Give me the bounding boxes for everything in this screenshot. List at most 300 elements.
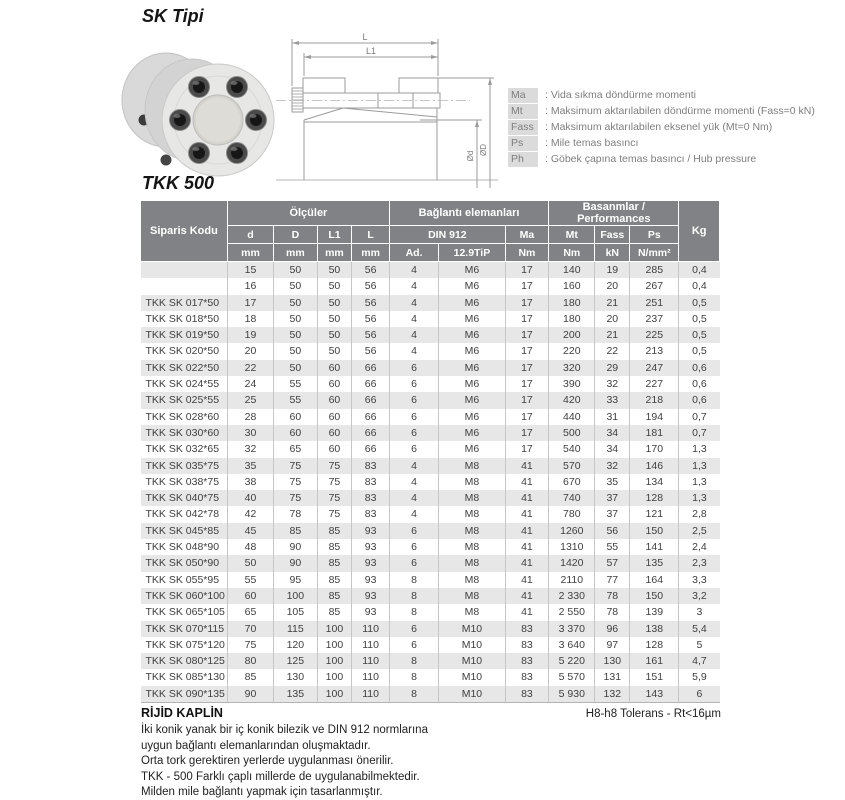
cell-ps: 134	[630, 474, 679, 490]
cell-ad: 8	[389, 653, 438, 669]
header-ps: Ps	[630, 226, 679, 244]
cell-kg: 2,4	[692, 541, 707, 554]
cell-L: 56	[352, 343, 390, 359]
cell-d: 24	[227, 376, 273, 392]
cell-L: 56	[352, 278, 390, 294]
cell-tip: M6	[439, 425, 506, 441]
cell-mt: 1310	[549, 539, 595, 555]
cell-L: 93	[352, 588, 390, 604]
cell-fass: 20	[595, 311, 630, 327]
cell-ad: 4	[389, 311, 438, 327]
cell-fass: 132	[595, 686, 630, 703]
tolerance-note: H8-h8 Tolerans - Rt<16µm	[585, 708, 721, 720]
drawing-label-OD: ØD	[479, 144, 488, 156]
cell-ad: 6	[389, 392, 438, 408]
footer-line: uygun bağlantı elemanlarından oluşmaktadır.	[141, 739, 371, 752]
cell-ad: 4	[389, 506, 438, 522]
cell-code: TKK SK 022*50	[141, 360, 228, 376]
table-row	[141, 474, 720, 490]
table-row	[141, 278, 720, 294]
cell-tip: M6	[439, 441, 506, 457]
cell-L1: 50	[317, 311, 352, 327]
cell-fass: 32	[595, 458, 630, 474]
table-row	[141, 686, 720, 703]
cell-mt: 540	[549, 441, 595, 457]
cell-D: 115	[274, 621, 317, 637]
cell-L1: 85	[317, 523, 352, 539]
cell-tip: M10	[439, 686, 506, 703]
cell-D: 50	[274, 295, 317, 311]
spec-table-header	[141, 201, 720, 262]
cell-ma: 17	[505, 327, 548, 343]
cell-L: 83	[352, 474, 390, 490]
cell-mt: 570	[549, 458, 595, 474]
cell-d: 42	[227, 506, 273, 522]
footer-line: İki konik yanak bir iç konik bilezik ve DIN 912 normlarına	[141, 724, 428, 736]
cell-ad: 8	[389, 588, 438, 604]
cell-code: TKK SK 030*60	[141, 425, 228, 441]
cell-fass: 33	[595, 392, 630, 408]
cell-ma: 41	[505, 474, 548, 490]
cell-ps: 164	[630, 572, 679, 588]
cell-L: 93	[352, 572, 390, 588]
cell-kg: 1,3	[692, 492, 707, 505]
legend-key: Mt	[508, 104, 538, 119]
photo-center-disc-face	[196, 98, 241, 143]
cell-L: 56	[352, 311, 390, 327]
cell-kg: 0,7	[692, 426, 707, 439]
cell-ps: 138	[630, 621, 679, 637]
cell-fass: 35	[595, 474, 630, 490]
header-D: D	[274, 226, 317, 244]
cell-L1: 100	[317, 653, 352, 669]
header-weight: Kg	[679, 201, 720, 262]
cell-d: 19	[227, 327, 273, 343]
cell-d: 75	[227, 637, 273, 653]
footer-line: Orta tork gerektiren yerlerde uygulanması önerilir.	[141, 755, 394, 767]
cell-mt: 140	[549, 262, 595, 279]
legend-desc: : Maksimum aktarılabilen eksenel yük (Mt=0 Nm)	[545, 121, 773, 133]
cell-ps: 139	[630, 604, 679, 620]
table-row	[141, 409, 720, 425]
cell-L1: 85	[317, 539, 352, 555]
cell-fass: 78	[595, 604, 630, 620]
legend-desc: : Maksimum aktarılabilen döndürme momenti (Fass=0 kN)	[545, 105, 815, 117]
cell-ps: 135	[630, 555, 679, 571]
footer-heading: RİJİD KAPLİN	[141, 706, 223, 720]
cell-tip: M8	[439, 523, 506, 539]
cell-mt: 5 570	[549, 669, 595, 685]
cell-fass: 77	[595, 572, 630, 588]
cell-L1: 75	[317, 490, 352, 506]
cell-kg: 1,3	[692, 459, 707, 472]
header-din: DIN 912	[389, 226, 505, 244]
cell-fass: 78	[595, 588, 630, 604]
cell-mt: 5 220	[549, 653, 595, 669]
cell-mt: 320	[549, 360, 595, 376]
cell-L1: 85	[317, 588, 352, 604]
cell-mt: 780	[549, 506, 595, 522]
cell-D: 50	[274, 262, 317, 279]
cell-mt: 180	[549, 295, 595, 311]
cell-ma: 83	[505, 637, 548, 653]
photo-back-bolt	[161, 155, 172, 166]
cell-ma: 17	[505, 278, 548, 294]
cell-code: TKK SK 090*135	[141, 686, 228, 703]
cell-D: 75	[274, 458, 317, 474]
cell-mt: 420	[549, 392, 595, 408]
cell-d: 30	[227, 425, 273, 441]
cell-tip: M8	[439, 506, 506, 522]
cell-code: TKK SK 045*85	[141, 523, 228, 539]
cell-kg: 1,3	[692, 475, 707, 488]
cell-d: 25	[227, 392, 273, 408]
table-row	[141, 392, 720, 408]
cell-fass: 37	[595, 490, 630, 506]
cell-ad: 4	[389, 458, 438, 474]
unit-mm: mm	[227, 244, 273, 262]
cell-ps: 150	[630, 523, 679, 539]
cell-code: TKK SK 070*115	[141, 621, 228, 637]
unit-nmm2: N/mm²	[630, 244, 679, 262]
cell-ad: 6	[389, 376, 438, 392]
cell-ma: 41	[505, 490, 548, 506]
cell-fass: 131	[595, 669, 630, 685]
cell-L: 66	[352, 376, 390, 392]
cell-D: 60	[274, 409, 317, 425]
cell-ps: 121	[630, 506, 679, 522]
cell-ma: 83	[505, 669, 548, 685]
cell-code: TKK SK 050*90	[141, 555, 228, 571]
cell-L1: 100	[317, 621, 352, 637]
cell-kg: 0,7	[692, 410, 707, 423]
cell-d: 60	[227, 588, 273, 604]
cell-mt: 3 370	[549, 621, 595, 637]
legend-key: Ma	[508, 88, 538, 103]
cell-D: 50	[274, 327, 317, 343]
table-row	[141, 572, 720, 588]
cell-L: 83	[352, 458, 390, 474]
drawing-label-L1: L1	[365, 46, 377, 56]
cell-code: TKK SK 028*60	[141, 409, 228, 425]
cell-d: 18	[227, 311, 273, 327]
cell-mt: 740	[549, 490, 595, 506]
cell-tip: M8	[439, 604, 506, 620]
header-performance-group: Basanmlar / Performances	[549, 201, 679, 226]
cell-tip: M8	[439, 588, 506, 604]
cell-ps: 285	[630, 262, 679, 279]
cell-ad: 4	[389, 278, 438, 294]
legend-key: Ph	[508, 152, 538, 167]
cell-L: 66	[352, 425, 390, 441]
model-title: TKK 500	[142, 173, 215, 193]
cell-L1: 60	[317, 441, 352, 457]
cell-ps: 143	[630, 686, 679, 703]
cell-tip: M6	[439, 311, 506, 327]
cell-ma: 17	[505, 360, 548, 376]
cell-ps: 141	[630, 539, 679, 555]
cell-mt: 1420	[549, 555, 595, 571]
cell-d: 35	[227, 458, 273, 474]
cell-d: 16	[227, 278, 273, 294]
cell-tip: M8	[439, 539, 506, 555]
spec-table	[140, 200, 720, 703]
cell-ps: 151	[630, 669, 679, 685]
screw-knurling	[292, 91, 303, 109]
cell-d: 20	[227, 343, 273, 359]
table-row	[141, 343, 720, 359]
cell-code: TKK SK 060*100	[141, 588, 228, 604]
cell-ma: 17	[505, 376, 548, 392]
cell-D: 130	[274, 669, 317, 685]
cell-D: 78	[274, 506, 317, 522]
cell-D: 95	[274, 572, 317, 588]
cell-code: TKK SK 042*78	[141, 506, 228, 522]
cell-ma: 41	[505, 588, 548, 604]
cell-d: 80	[227, 653, 273, 669]
cell-tip: M6	[439, 409, 506, 425]
cell-fass: 20	[595, 278, 630, 294]
cell-ps: 146	[630, 458, 679, 474]
header-ma: Ma	[505, 226, 548, 244]
cell-ma: 17	[505, 409, 548, 425]
cell-ad: 4	[389, 295, 438, 311]
cell-code: TKK SK 040*75	[141, 490, 228, 506]
cell-ps: 181	[630, 425, 679, 441]
cell-fass: 34	[595, 425, 630, 441]
cell-code: TKK SK 038*75	[141, 474, 228, 490]
cell-ad: 6	[389, 441, 438, 457]
cell-D: 50	[274, 360, 317, 376]
cell-L1: 85	[317, 572, 352, 588]
cell-L1: 50	[317, 327, 352, 343]
cell-d: 70	[227, 621, 273, 637]
cell-L: 83	[352, 490, 390, 506]
cell-mt: 390	[549, 376, 595, 392]
cell-fass: 29	[595, 360, 630, 376]
cell-mt: 160	[549, 278, 595, 294]
cell-ps: 128	[630, 490, 679, 506]
cell-L: 56	[352, 262, 390, 279]
cell-L1: 50	[317, 262, 352, 279]
cell-L: 56	[352, 295, 390, 311]
cell-L: 110	[352, 653, 390, 669]
cell-ps: 267	[630, 278, 679, 294]
legend-row	[508, 88, 843, 103]
cell-code: TKK SK 035*75	[141, 458, 228, 474]
cell-L: 110	[352, 686, 390, 703]
cell-D: 120	[274, 637, 317, 653]
table-row	[141, 376, 720, 392]
cell-mt: 2 550	[549, 604, 595, 620]
cell-mt: 2 330	[549, 588, 595, 604]
cell-code: TKK SK 032*65	[141, 441, 228, 457]
legend-row	[508, 120, 843, 135]
cell-L1: 85	[317, 604, 352, 620]
cell-ad: 6	[389, 360, 438, 376]
cell-L1: 50	[317, 295, 352, 311]
cell-ad: 8	[389, 572, 438, 588]
cell-ad: 4	[389, 343, 438, 359]
cell-tip: M8	[439, 490, 506, 506]
cell-tip: M8	[439, 555, 506, 571]
cell-tip: M6	[439, 278, 506, 294]
cell-code: TKK SK 065*105	[141, 604, 228, 620]
cell-kg: 3	[696, 606, 703, 619]
cell-L1: 75	[317, 506, 352, 522]
cell-tip: M6	[439, 295, 506, 311]
cell-fass: 31	[595, 409, 630, 425]
cell-tip: M6	[439, 376, 506, 392]
cell-ma: 17	[505, 441, 548, 457]
cell-L: 93	[352, 539, 390, 555]
cell-fass: 22	[595, 343, 630, 359]
cell-ad: 4	[389, 327, 438, 343]
cell-fass: 21	[595, 327, 630, 343]
legend-row	[508, 104, 843, 119]
cell-ad: 4	[389, 474, 438, 490]
cell-ma: 41	[505, 523, 548, 539]
cell-kg: 5,4	[692, 622, 707, 635]
cell-D: 105	[274, 604, 317, 620]
cell-L: 93	[352, 604, 390, 620]
cell-ma: 41	[505, 572, 548, 588]
cell-ad: 6	[389, 409, 438, 425]
cell-D: 135	[274, 686, 317, 703]
cell-code: TKK SK 017*50	[141, 295, 228, 311]
cell-L1: 50	[317, 343, 352, 359]
cell-fass: 34	[595, 441, 630, 457]
technical-drawing	[270, 28, 510, 200]
cell-L: 66	[352, 360, 390, 376]
cell-fass: 96	[595, 621, 630, 637]
unit-nm: Nm	[505, 244, 548, 262]
table-row	[141, 360, 720, 376]
cell-fass: 57	[595, 555, 630, 571]
table-row	[141, 604, 720, 620]
cell-tip: M10	[439, 653, 506, 669]
cell-L: 110	[352, 621, 390, 637]
cell-L: 66	[352, 392, 390, 408]
legend-desc: : Göbek çapına temas basıncı / Hub pressure	[545, 153, 757, 165]
cell-L1: 100	[317, 669, 352, 685]
table-row	[141, 555, 720, 571]
unit-count: Ad.	[389, 244, 438, 262]
cell-code: TKK SK 080*125	[141, 653, 228, 669]
cell-ps: 247	[630, 360, 679, 376]
cell-mt: 180	[549, 311, 595, 327]
cell-ma: 41	[505, 604, 548, 620]
cell-ps: 170	[630, 441, 679, 457]
cell-L1: 100	[317, 637, 352, 653]
cell-ma: 17	[505, 262, 548, 279]
cell-kg: 0,5	[692, 329, 707, 342]
cell-tip: M6	[439, 360, 506, 376]
cell-mt: 1260	[549, 523, 595, 539]
cell-ma: 41	[505, 555, 548, 571]
cell-tip: M8	[439, 458, 506, 474]
cell-code: TKK SK 020*50	[141, 343, 228, 359]
cell-D: 65	[274, 441, 317, 457]
header-L: L	[352, 226, 390, 244]
cell-ps: 161	[630, 653, 679, 669]
cell-code: TKK SK 019*50	[141, 327, 228, 343]
cell-ps: 251	[630, 295, 679, 311]
cell-d: 28	[227, 409, 273, 425]
cell-kg: 0,6	[692, 394, 707, 407]
cell-mt: 2110	[549, 572, 595, 588]
cell-d: 48	[227, 539, 273, 555]
cell-ad: 8	[389, 669, 438, 685]
cell-kg: 0,5	[692, 345, 707, 358]
table-row	[141, 653, 720, 669]
cell-kg: 0,4	[692, 280, 707, 293]
cell-D: 60	[274, 425, 317, 441]
cell-code: TKK SK 055*95	[141, 572, 228, 588]
cell-ps: 194	[630, 409, 679, 425]
cell-tip: M10	[439, 621, 506, 637]
table-row	[141, 441, 720, 457]
legend-desc: : Mile temas basıncı	[545, 137, 639, 149]
table-row	[141, 311, 720, 327]
header-fass: Fass	[595, 226, 630, 244]
unit-mm: mm	[317, 244, 352, 262]
cell-D: 50	[274, 343, 317, 359]
cell-D: 85	[274, 523, 317, 539]
cell-L: 83	[352, 506, 390, 522]
cell-mt: 220	[549, 343, 595, 359]
table-row	[141, 425, 720, 441]
cell-fass: 56	[595, 523, 630, 539]
cell-L1: 75	[317, 458, 352, 474]
table-row	[141, 327, 720, 343]
legend-key: Ps	[508, 136, 538, 151]
cell-tip: M6	[439, 262, 506, 279]
cell-kg: 0,5	[692, 296, 707, 309]
cell-fass: 130	[595, 653, 630, 669]
cell-L1: 100	[317, 686, 352, 703]
cell-L1: 60	[317, 425, 352, 441]
cell-ad: 4	[389, 490, 438, 506]
cell-ad: 6	[389, 555, 438, 571]
header-order-code: Siparis Kodu	[141, 201, 228, 262]
cell-D: 90	[274, 539, 317, 555]
cell-D: 75	[274, 490, 317, 506]
legend-row	[508, 152, 843, 167]
cell-D: 75	[274, 474, 317, 490]
legend	[508, 88, 843, 168]
legend-key: Fass	[508, 120, 538, 135]
cell-kg: 1,3	[692, 443, 707, 456]
unit-mm: mm	[274, 244, 317, 262]
unit-kn: kN	[595, 244, 630, 262]
cell-d: 55	[227, 572, 273, 588]
cell-mt: 200	[549, 327, 595, 343]
cell-L1: 60	[317, 376, 352, 392]
cell-ps: 213	[630, 343, 679, 359]
footer-lines	[141, 723, 721, 800]
table-row	[141, 539, 720, 555]
cell-kg: 2,5	[692, 524, 707, 537]
cell-D: 125	[274, 653, 317, 669]
cell-D: 90	[274, 555, 317, 571]
table-row	[141, 458, 720, 474]
header-dimensions-group: Ölçüler	[227, 201, 389, 226]
header-L1: L1	[317, 226, 352, 244]
cell-d: 40	[227, 490, 273, 506]
header-mt: Mt	[549, 226, 595, 244]
footer-line: Milden mile bağlantı yapmak için tasarlanmıştır.	[141, 786, 383, 798]
